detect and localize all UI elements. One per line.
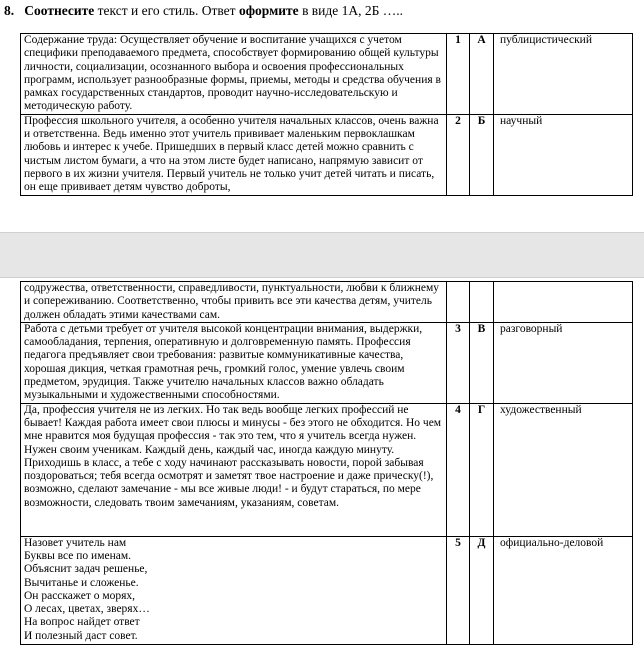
number-cell: 4 [447, 403, 470, 536]
style-cell: официально-деловой [494, 536, 633, 644]
task-number: 8. [4, 3, 15, 18]
task-text-2: в виде 1А, 2Б ….. [298, 3, 404, 18]
table-row [21, 403, 633, 536]
letter-cell: В [470, 322, 494, 403]
page-break [0, 232, 644, 278]
style-cell: художественный [494, 403, 633, 536]
text-cell: содружества, ответственности, справедливости, пунктуальности, любви к ближнему и сопереживанию. Соответственно, чтобы привить все эти качества детям, учитель должен обладать этими качествами сам. [21, 282, 447, 323]
letter-cell: Г [470, 403, 494, 536]
letter-cell: Б [470, 114, 494, 195]
table-row [21, 114, 633, 195]
table-row [21, 536, 633, 644]
text-cell: Назовет учитель нам Буквы все по именам. Объяснит задач решенье, Вычитанье и сложенье. Он расскажет о морях, О лесах, цветах, зверях… На вопрос найдет ответ И полезный даст совет. [21, 536, 447, 644]
text-cell: Профессия школьного учителя, а особенно учителя начальных классов, очень важна и ответственна. Ведь именно этот учитель прививает маленьким первоклашкам любовь и интерес к учебе. Пришедших в первый класс детей можно сравнить с чистым листом бумаги, а что на этом листе будет написано, напрямую зависит от первого в их жизни учителя. Первый учитель не только учит детей читать и писать, он еще прививает детям чувство доброты, [21, 114, 447, 195]
table-row [21, 282, 633, 323]
style-cell: разговорный [494, 322, 633, 403]
task-bold-word: оформите [238, 3, 299, 18]
style-cell: публицистический [494, 34, 633, 115]
task-verb: Соотнесите [24, 3, 95, 18]
style-cell: научный [494, 114, 633, 195]
number-cell [447, 282, 470, 323]
matching-table-part-1 [20, 33, 633, 196]
number-cell: 5 [447, 536, 470, 644]
number-cell: 2 [447, 114, 470, 195]
text-cell: Содержание труда: Осуществляет обучение и воспитание учащихся с учетом специфики преподаваемого предмета, способствует формированию общей культуры личности, социализации, осознанного выбора и освоения профессиональных программ, использует разнообразные формы, приемы, методы и средства обучения в рамках государственных стандартов, проводит научно-исследовательскую и методическую работу. [21, 34, 447, 115]
letter-cell: А [470, 34, 494, 115]
text-cell: Работа с детьми требует от учителя высокой концентрации внимания, выдержки, самообладания, терпения, оперативную и долговременную память. Профессия педагога предъявляет свои требования: развитые коммуникативные качества, хорошая дикция, четкая грамотная речь, громкий голос, умение увлечь своим предметом, эрудиция. Также учителю начальных классов важно обладать музыкальными и художественными способностями. [21, 322, 447, 403]
number-cell: 1 [447, 34, 470, 115]
table-row [21, 34, 633, 115]
task-heading [4, 3, 403, 19]
matching-table-part-2 [20, 281, 633, 645]
text-cell: Да, профессия учителя не из легких. Но так ведь вообще легких профессий не бывает! Каждая работа имеет свои плюсы и минусы - без этого не обходится. Но чем мне нравится моя будущая профессия - так это тем, что я учитель всегда нужен. Нужен своим ученикам. Каждый день, каждый час, иногда каждую минуту. Приходишь в класс, а тебе с ходу начинают рассказывать новости, порой забывая поздороваться; тебя всегда осмотрят и заметят твое настроение и даже прическу(!), возможно, сделают замечание - мы все живые люди! - и будут стараться, по мере возможности, следовать твоим замечаниям, указаниям, советам. [21, 403, 447, 536]
table-row [21, 322, 633, 403]
letter-cell: Д [470, 536, 494, 644]
letter-cell [470, 282, 494, 323]
task-text-1: текст и его стиль. Ответ [94, 3, 239, 18]
number-cell: 3 [447, 322, 470, 403]
style-cell [494, 282, 633, 323]
